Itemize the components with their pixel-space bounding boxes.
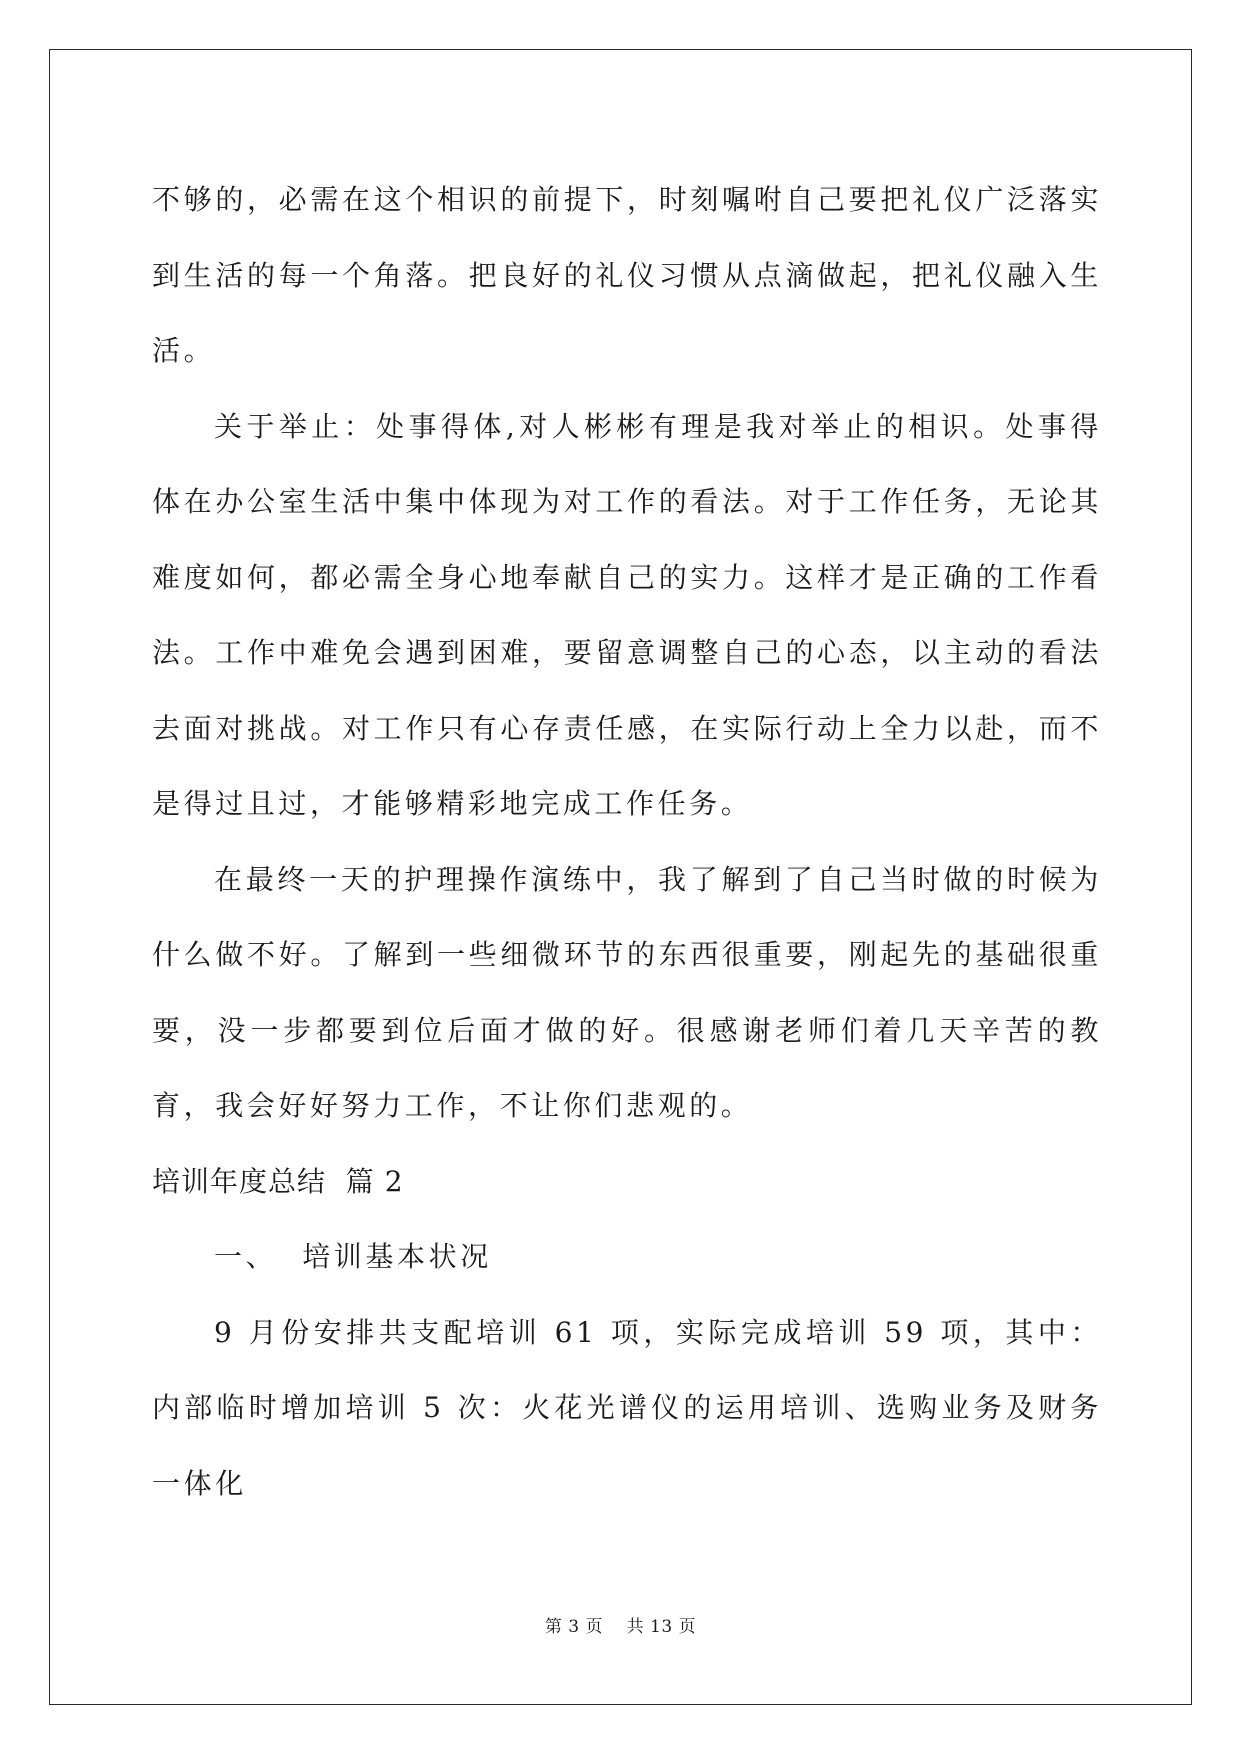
paragraph-3: 在最终一天的护理操作演练中，我了解到了自己当时做的时候为什么做不好。了解到一些细微环节的东西很重要，刚起先的基础很重要，没一步都要到位后面才做的好。很感谢老师们着几天辛苦的教育，我会好好努力工作，不让你们悲观的。 [152, 862, 1102, 1122]
section-heading-text: 培训年度总结 篇 2 [152, 1164, 404, 1198]
section-heading [152, 1144, 1102, 1220]
paragraph-1: 不够的，必需在这个相识的前提下，时刻嘱咐自己要把礼仪广泛落实到生活的每一个角落。把良好的礼仪习惯从点滴做起，把礼仪融入生活。 [152, 183, 1102, 367]
document-body [152, 162, 1102, 1521]
page-number: 第 3 页 共 13 页 [544, 1617, 697, 1637]
page-footer [0, 1612, 1241, 1637]
paragraph-2: 关于举止：处事得体,对人彬彬有理是我对举止的相识。处事得体在办公室生活中集中体现为对工作的看法。对于工作任务，无论其难度如何，都必需全身心地奉献自己的实力。这样才是正确的工作看法。工作中难免会遇到困难，要留意调整自己的心态，以主动的看法去面对挑战。对工作只有心存责任感，在实际行动上全力以赴，而不是得过且过，才能够精彩地完成工作任务。 [152, 409, 1102, 820]
paragraph-4: 9 月份安排共支配培训 61 项，实际完成培训 59 项，其中：内部临时增加培训 5 次：火花光谱仪的运用培训、选购业务及财务一体化 [152, 1315, 1102, 1500]
subheading [152, 1219, 1102, 1295]
subheading-text: 一、 培训基本状况 [214, 1240, 492, 1273]
